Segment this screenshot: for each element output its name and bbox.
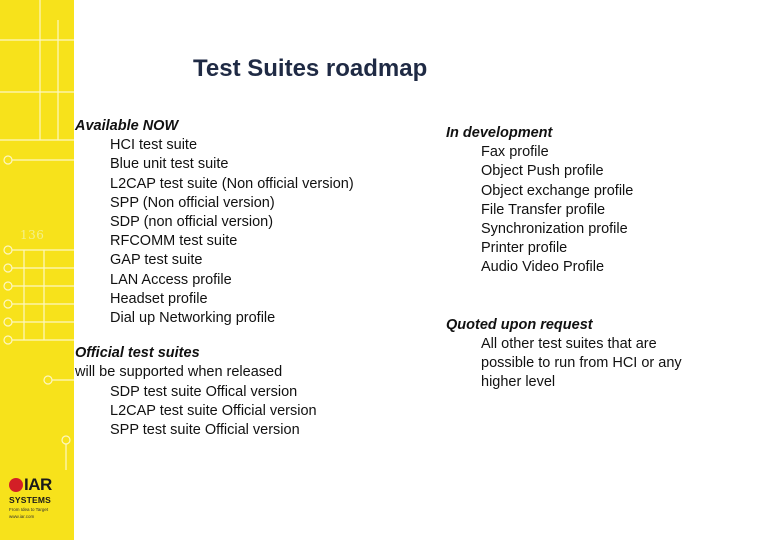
list-item: GAP test suite (110, 252, 203, 269)
left-column (75, 117, 354, 440)
list-item: RFCOMM test suite (110, 233, 238, 250)
list-item: Blue unit test suite (110, 156, 229, 173)
list-item: Object Push profile (481, 163, 604, 180)
slide-title: Test Suites roadmap (193, 55, 428, 82)
quoted-line: All other test suites that are (481, 335, 657, 352)
list-item: HCI test suite (110, 137, 198, 154)
logo-sub: SYSTEMS (9, 495, 52, 505)
logo-name: IAR (24, 475, 52, 494)
right-column (446, 124, 682, 392)
logo-circle-icon (9, 478, 23, 492)
list-item: Audio Video Profile (481, 259, 605, 276)
logo-url: www.iar.com (9, 514, 35, 519)
list-item: Dial up Networking profile (110, 310, 276, 327)
quoted-line: possible to run from HCI or any (481, 355, 682, 372)
list-item: SPP test suite Official version (110, 422, 300, 439)
logo-tagline: From Idea to Target (9, 507, 49, 512)
official-intro: will be supported when released (75, 364, 283, 381)
list-item: Synchronization profile (481, 221, 628, 238)
list-item: Headset profile (110, 290, 208, 307)
list-item: L2CAP test suite (Non official version) (110, 175, 354, 192)
company-logo (9, 476, 69, 519)
list-item: SDP test suite Offical version (110, 383, 298, 400)
list-item: SPP (Non official version) (110, 194, 275, 211)
list-item: Fax profile (481, 144, 549, 161)
list-item: File Transfer profile (481, 201, 606, 218)
list-item: L2CAP test suite Official version (110, 402, 317, 419)
available-heading: Available NOW (75, 118, 179, 134)
quoted-heading: Quoted upon request (446, 316, 593, 333)
list-item: LAN Access profile (110, 271, 232, 288)
list-item: SDP (non official version) (110, 214, 274, 231)
list-item: Object exchange profile (481, 182, 634, 199)
dev-heading: In development (446, 125, 553, 141)
list-item: Printer profile (481, 240, 568, 257)
decorative-sidebar (0, 0, 74, 540)
quoted-line: higher level (481, 374, 556, 391)
page-number: 136 (20, 228, 45, 242)
circuit-pattern (0, 0, 74, 540)
official-heading: Official test suites (75, 345, 200, 362)
